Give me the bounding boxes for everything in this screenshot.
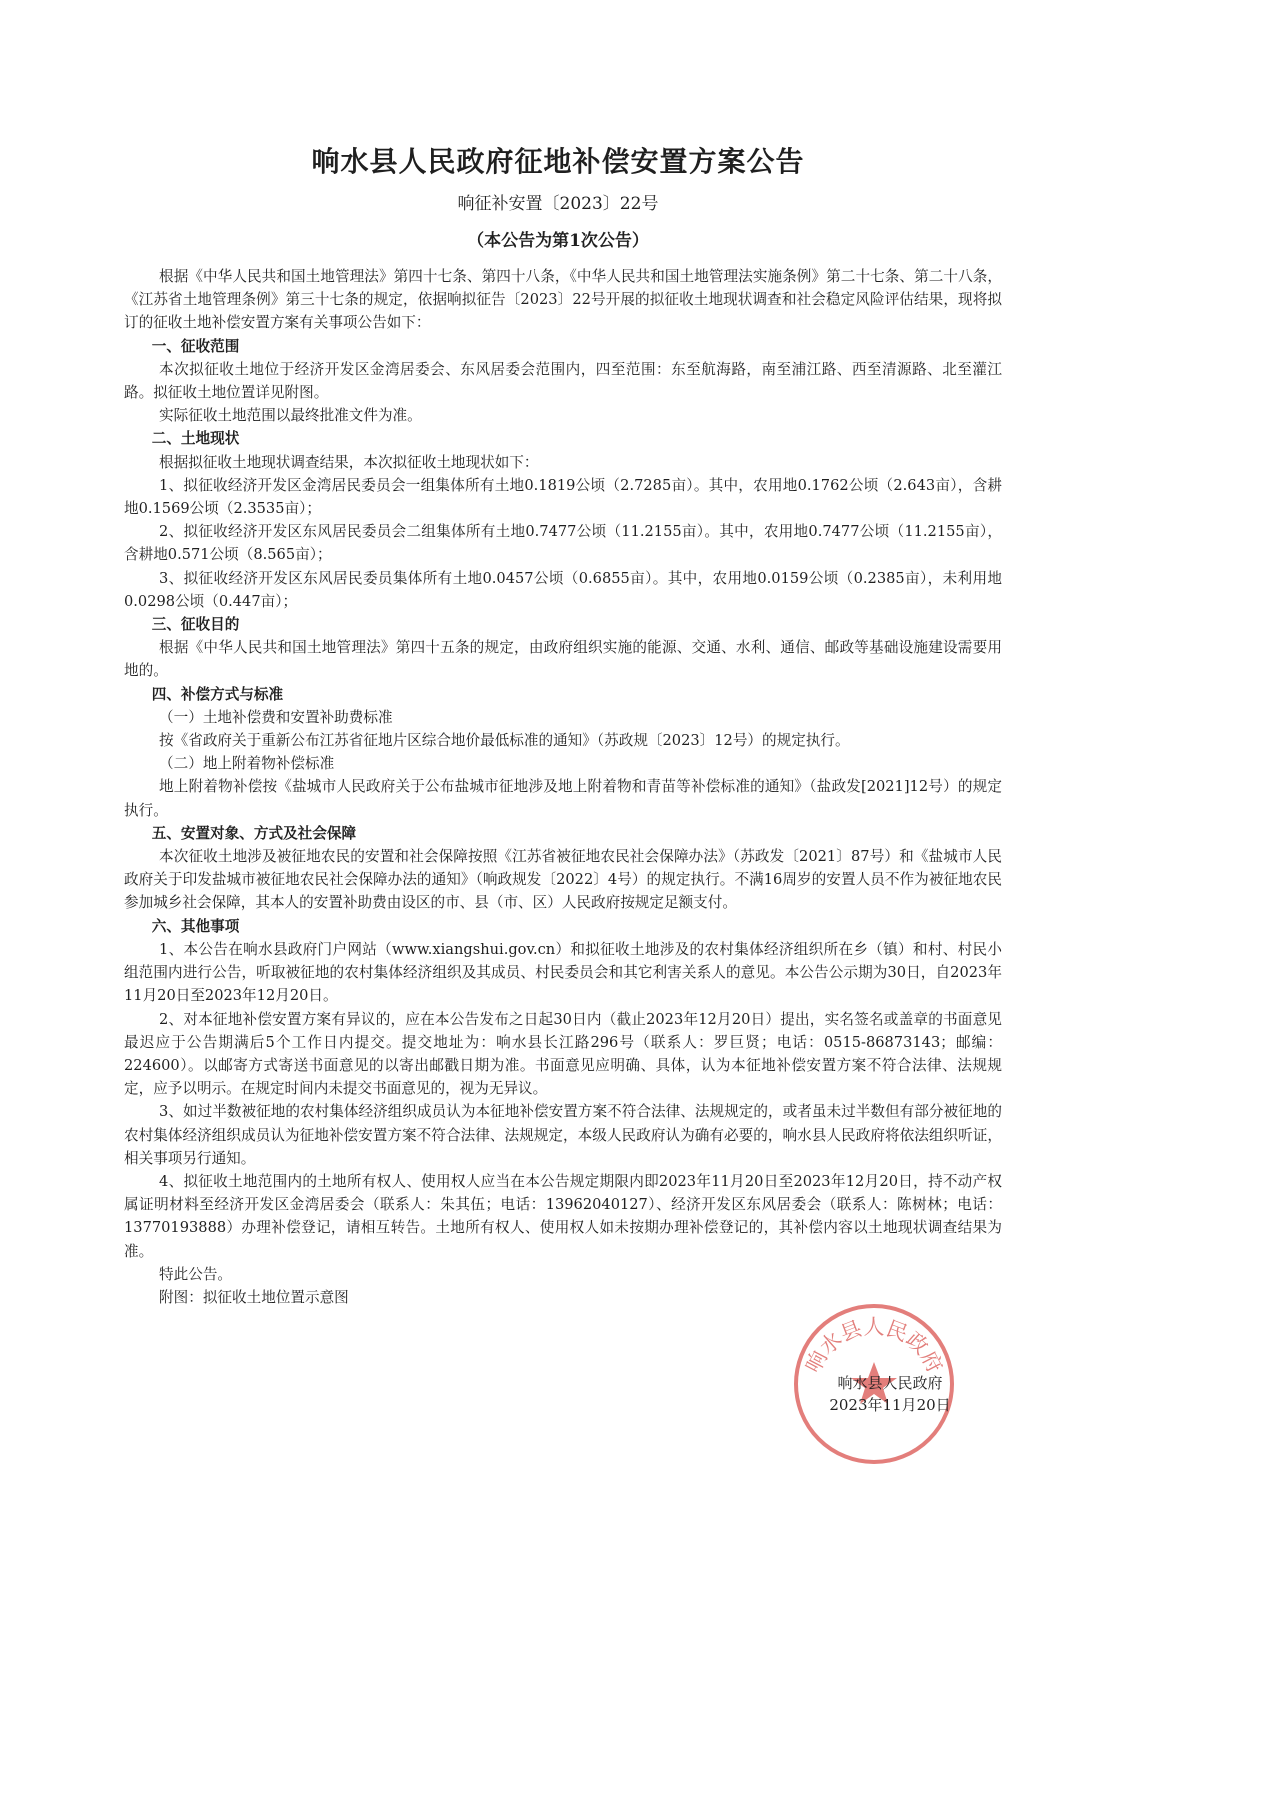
- subsection-heading: （一）土地补偿费和安置补助费标准: [159, 708, 393, 726]
- list-item: 2、拟征收经济开发区东风居民委员会二组集体所有土地0.7477公顷（11.2155亩）。其中，农用地0.7477公顷（11.2155亩），含耕地0.571公顷（8.565亩）；: [124, 523, 1002, 564]
- list-item: 3、如过半数被征地的农村集体经济组织成员认为本征地补偿安置方案不符合法律、法规规定的，或者虽未过半数但有部分被征地的农村集体经济组织成员认为征地补偿安置方案不符合法律、法规规定，本级人民政府认为确有必要的，响水县人民政府将依法组织听证，相关事项另行通知。: [124, 1103, 1002, 1167]
- list-item: 1、拟征收经济开发区金湾居民委员会一组集体所有土地0.1819公顷（2.7285亩）。其中，农用地0.1762公顷（2.643亩），含耕地0.1569公顷（2.3535亩）；: [124, 476, 1002, 518]
- section-heading-resettlement: 五、安置对象、方式及社会保障: [151, 824, 357, 842]
- paragraph: 按《省政府关于重新公布江苏省征地片区综合地价最低标准的通知》（苏政规〔2023〕12号）的规定执行。: [159, 732, 850, 750]
- signature-org: 响水县人民政府: [837, 1374, 943, 1392]
- document-title: 响水县人民政府征地补偿安置方案公告: [311, 145, 805, 178]
- document-body: [124, 265, 1002, 1309]
- list-item: 2、对本征地补偿安置方案有异议的，应在本公告发布之日起30日内（截止2023年12月20日）提出，实名签名或盖章的书面意见最迟应于公告期满后5个工作日内提交。提交地址为：响水县长江路296号（联系人：罗巨贤；电话：0515-86873143；邮编：224600）。以邮寄方式寄送书面意见的以寄出邮戳日期为准。书面意见应明确、具体，认为本征地补偿安置方案不符合法律、法规规定，应予以明示。在规定时间内未提交书面意见的，视为无异议。: [124, 1010, 1002, 1098]
- section-heading-compensation: 四、补偿方式与标准: [151, 685, 284, 703]
- paragraph: 根据拟征收土地现状调查结果，本次拟征收土地现状如下：: [159, 453, 539, 471]
- closing-text: 特此公告。: [159, 1265, 233, 1283]
- paragraph: 实际征收土地范围以最终批准文件为准。: [159, 407, 422, 425]
- paragraph: 根据《中华人民共和国土地管理法》第四十五条的规定，由政府组织实施的能源、交通、水利、通信、邮政等基础设施建设需要用地的。: [124, 639, 1002, 680]
- list-item: 4、拟征收土地范围内的土地所有权人、使用权人应当在本公告规定期限内即2023年11月20日至2023年12月20日，持不动产权属证明材料至经济开发区金湾居委会（联系人：朱其伍；电话：13962040127）、经济开发区东风居委会（联系人：陈树林；电话：13770193888）办理补偿登记，请相互转告。土地所有权人、使用权人如未按期办理补偿登记的，其补偿内容以土地现状调查结果为准。: [124, 1172, 1002, 1260]
- signature-date: 2023年11月20日: [829, 1396, 951, 1414]
- document-number: 响征补安置〔2023〕22号: [457, 194, 659, 214]
- list-item: 1、本公告在响水县政府门户网站（www.xiangshui.gov.cn）和拟征收土地涉及的农村集体经济组织所在乡（镇）和村、村民小组范围内进行公告，听取被征地的农村集体经济组织及其成员、村民委员会和其它利害关系人的意见。本公告公示期为30日，自2023年11月20日至2023年12月20日。: [124, 940, 1002, 1005]
- attachment-note: 附图：拟征收土地位置示意图: [159, 1288, 349, 1306]
- section-heading-other: 六、其他事项: [151, 917, 240, 935]
- paragraph: 本次征收土地涉及被征地农民的安置和社会保障按照《江苏省被征地农民社会保障办法》（苏政发〔2021〕87号）和《盐城市人民政府关于印发盐城市被征地农民社会保障办法的通知》（响政规发〔2022〕4号）的规定执行。不满16周岁的安置人员不作为被征地农民参加城乡社会保障，其本人的安置补助费由设区的市、县（市、区）人民政府按规定足额支付。: [124, 848, 1002, 912]
- notice-count: （本公告为第1次公告）: [467, 231, 649, 251]
- section-heading-land-status: 二、土地现状: [151, 430, 240, 448]
- section-heading-scope: 一、征收范围: [151, 337, 240, 355]
- paragraph: 地上附着物补偿按《盐城市人民政府关于公布盐城市征地涉及地上附着物和青苗等补偿标准的通知》（盐政发[2021]12号）的规定执行。: [124, 778, 1002, 819]
- signature-block: [800, 1372, 980, 1416]
- section-heading-purpose: 三、征收目的: [151, 616, 240, 634]
- intro-paragraph: 根据《中华人民共和国土地管理法》第四十七条、第四十八条，《中华人民共和国土地管理法实施条例》第二十七条、第二十八条，《江苏省土地管理条例》第三十七条的规定，依据响拟征告〔2023〕22号开展的拟征收土地现状调查和社会稳定风险评估结果，现将拟订的征收土地补偿安置方案有关事项公告如下：: [124, 268, 1002, 332]
- list-item: 3、拟征收经济开发区东风居民委员集体所有土地0.0457公顷（0.6855亩）。其中，农用地0.0159公顷（0.2385亩），未利用地0.0298公顷（0.447亩）；: [124, 569, 1002, 610]
- subsection-heading: （二）地上附着物补偿标准: [159, 755, 335, 773]
- seal-text: 响水县人民政府: [800, 1315, 948, 1377]
- paragraph: 本次拟征收土地位于经济开发区金湾居委会、东风居委会范围内，四至范围：东至航海路，南至浦江路、西至清源路、北至灌江路。拟征收土地位置详见附图。: [124, 360, 1002, 402]
